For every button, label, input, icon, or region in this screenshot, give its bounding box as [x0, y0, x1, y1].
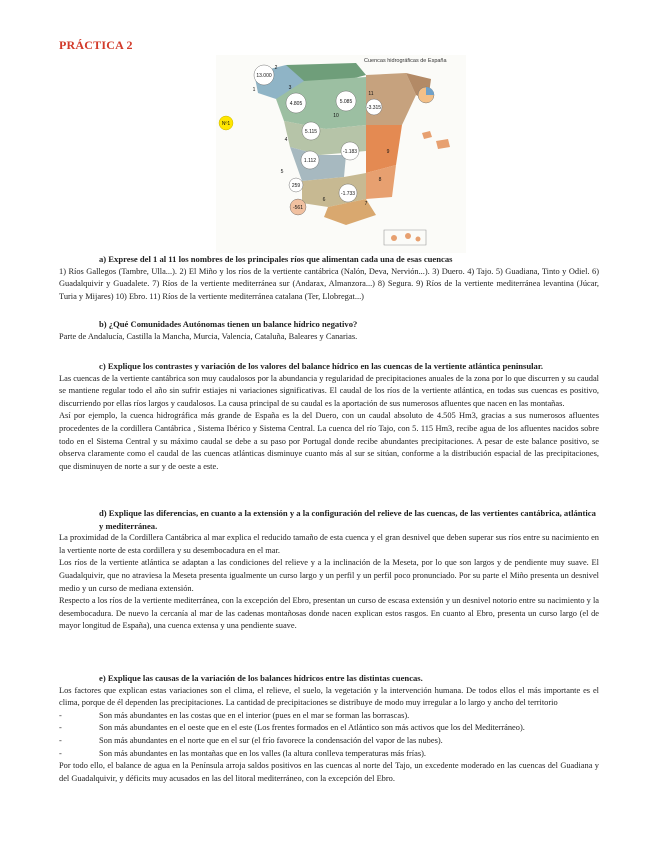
map-label: 4 — [284, 137, 288, 143]
question-d — [59, 507, 599, 633]
map-label: 259 — [291, 183, 301, 189]
map-label: 1 — [252, 87, 256, 93]
answer-e-paragraph-2: Por todo ello, el balance de agua en la Península arroja saldos positivos en las cuencas al norte del Tajo, un excedente moderado en las cuencas del Guadiana y del Guadalquivir, y déficits muy acusados en las del litoral mediterráneo, con la excepción del Ebro. — [59, 761, 599, 783]
question-c — [59, 360, 599, 473]
map-label: -1.733 — [340, 191, 356, 197]
question-c-title: c) Explique los contrastes y variación de los valores del balance hídrico en las cuencas de la vertiente atlántica peninsular. — [99, 361, 543, 371]
map-label: 6 — [322, 197, 326, 203]
map-label: -1.183 — [342, 149, 358, 155]
list-dash: - — [59, 748, 62, 758]
page-title: PRÁCTICA 2 — [59, 38, 133, 52]
answer-a: 1) Ríos Gallegos (Tambre, Ulla...). 2) El Miño y los ríos de la vertiente cantábrica (Nalón, Deva, Nervión...). 3) Duero. 4) Tajo. 5) Guadiana, Tinto y Odiel. 6) Guadalquivir y Guadalete. 7) Ríos de la vertiente mediterránea sur (Andarax, Almanzora...) 8) Segura. 9) Ríos de la vertiente mediterránea levantina (Júcar, Turia y Mijares) 10) Ebro. 11) Ríos de la vertiente mediterránea catalana (Ter, Llobregat...) — [59, 266, 599, 301]
question-b-title: b) ¿Qué Comunidades Autónomas tienen un balance hídrico negativo? — [99, 319, 358, 329]
map-label: 4.805 — [289, 101, 303, 107]
map-title: Cuencas hidrográficas de España — [364, 58, 447, 64]
answer-e-paragraph-1: Los factores que explican estas variaciones son el clima, el relieve, el suelo, la vegetación y la intervención humana. De todos ellos el más importante es el clima, porque de él dependen las precipitaciones. La cantidad de precipitaciones se distribuye de modo muy irregular a lo largo y ancho del territorio — [59, 685, 599, 708]
list-item-text: Son más abundantes en las costas que en el interior (pues en el mar se forman las borrascas). — [99, 710, 410, 720]
question-d-title: d) Explique las diferencias, en cuanto a la extensión y a la configuración del relieve de las cuencas, de las vertientes cantábrica, atlántica y mediterránea. — [99, 508, 596, 531]
list-item — [59, 748, 599, 761]
list-dash: - — [59, 735, 62, 745]
map-label: 3 — [288, 85, 292, 91]
list-item-text: Son más abundantes en el oeste que en el este (Los frentes formados en el Atlántico son más activos que los del Mediterráneo). — [99, 723, 525, 733]
answer-c-paragraph-2: Así por ejemplo, la cuenca hidrográfica más grande de España es la del Duero, con un caudal absoluto de 4.505 Hm3, gracias a sus numerosos afluentes procedentes de la cordillera Cantábrica , Sistema Ibérico y Sistema Central. La cuenca del río Tajo, con 5. 115 Hm3, recibe agua de los afluentes nacidos sobre todo en el Sistema Central y su máximo caudal se debe a su paso por Portugal donde recibe abundantes precipitaciones. A pesar de este balance positivo, se observa claramente como el caudal de las cuencas atlánticas disminuye cuanto más al sur se sitúan, conforme a la distribución espacial de las precipitaciones, que disminuyen de norte a sur y de oeste a este. — [59, 411, 599, 471]
answer-b: Parte de Andalucía, Castilla la Mancha, Murcia, Valencia, Cataluña, Baleares y Canarias. — [59, 331, 358, 341]
answer-c-paragraph-1: Las cuencas de la vertiente cantábrica son muy caudalosos por la abundancia y regularidad de precipitaciones anuales de la zona por lo que discurren y su caudal se mantiene regular todo el año sin sufrir estiajes ni variaciones significativas. El caudal de los ríos de la vertiente atlántica, en todas sus cuencas es positivo, discurriendo por ellas ríos largos y caudalosos. La causa principal de su caudal es la aportación de sus numerosos afluentes que nacen en las montañas. — [59, 373, 599, 408]
list-item — [59, 710, 599, 723]
answer-d-paragraph-1: La proximidad de la Cordillera Cantábrica al mar explica el reducido tamaño de esta cuenca y el gran desnivel que deben superar sus ríos entre su nacimiento en la vertiente norte de esta cordillera y su desembocadura en el mar. — [59, 533, 599, 555]
map-label: 1.112 — [303, 158, 317, 164]
list-item-text: Son más abundantes en el norte que en el sur (el frío favorece la condensación del vapor de las nubes). — [99, 735, 443, 745]
question-e — [59, 672, 599, 785]
map-label: -561 — [292, 205, 304, 211]
list-item — [59, 722, 599, 735]
list-item-text: Son más abundantes en las montañas que en los valles (la altura conlleva temperaturas más frías). — [99, 748, 426, 758]
answer-d-paragraph-2: Los ríos de la vertiente atlántica se adaptan a las condiciones del relieve y a la inclinación de la Meseta, por lo que son largos y de pendiente muy suave. El Guadalquivir, que no atraviesa la Meseta presenta igualmente un curso largo y un perfil y un perfil poco pronunciado. Por su parte el Miño presenta un desnivel medio y un curso de mediana extensión. — [59, 558, 599, 593]
map-label: 5.085 — [339, 99, 353, 105]
map-label: 5 — [280, 169, 284, 175]
question-a — [59, 253, 599, 303]
map-label: 9 — [386, 149, 390, 155]
map-label: 7 — [364, 201, 368, 207]
map-label: -3.315 — [366, 105, 382, 111]
map-label: 2 — [274, 65, 278, 71]
hydrographic-basins-map — [216, 55, 466, 253]
map-label: 8 — [378, 177, 382, 183]
question-e-title: e) Explique las causas de la variación de los balances hídricos entre las distintas cuencas. — [99, 673, 423, 683]
list-dash: - — [59, 723, 62, 733]
question-a-title: a) Exprese del 1 al 11 los nombres de los principales ríos que alimentan cada una de esas cuencas — [99, 254, 453, 264]
map-label: 10 — [333, 113, 339, 119]
map-label: 13.000 — [256, 73, 272, 79]
answer-d-paragraph-3: Respecto a los ríos de la vertiente mediterránea, con la excepción del Ebro, presentan un curso de escasa extensión y un desnivel notorio entre su nacimiento y la desembocadura. De nuevo la cercanía al mar de las cadenas montañosas donde nacen explican estos rasgos. En cuanto al Ebro, presenta un curso largo (el de mayor longitud de España), una cuenca extensa y una pendiente suave. — [59, 596, 599, 631]
map-label: 5.115 — [304, 129, 318, 135]
map-label: Nº1 — [221, 121, 231, 127]
map-label: 11 — [368, 91, 374, 97]
question-b — [59, 318, 599, 343]
list-item — [59, 735, 599, 748]
list-dash: - — [59, 710, 62, 720]
